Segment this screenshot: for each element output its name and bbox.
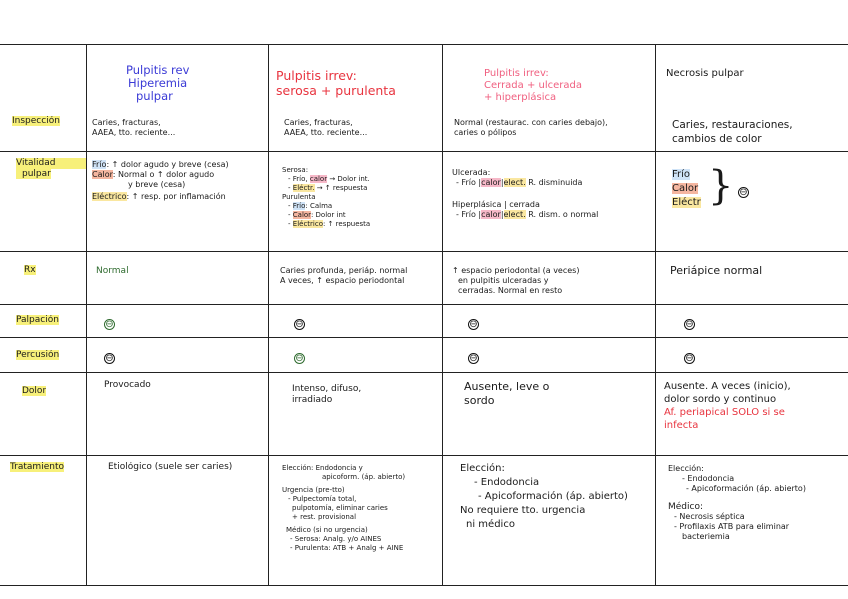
percusion-c1: ⊖ [105, 353, 114, 364]
rule [0, 372, 848, 373]
rx-c1: Normal [96, 266, 129, 276]
header-necrosis: Necrosis pulpar [666, 68, 744, 79]
row-label-vitalidad: Vitalidad pulpar [16, 158, 86, 180]
rule [442, 44, 443, 585]
rule [86, 44, 87, 585]
inspeccion-c4: Caries, restauraciones, cambios de color [672, 119, 793, 145]
palpacion-c1: ⊖ [105, 319, 114, 330]
tratamiento-c4: Elección: - Endodoncia - Apicoformación (áp. abierto) Médico: - Necrosis séptica - Profilaxis ATB para eliminar bacteriemia [668, 464, 806, 541]
dolor-c1: Provocado [104, 380, 151, 390]
percusion-c4: ⊖ [685, 353, 694, 364]
rx-c2: Caries profunda, periáp. normal A veces, ↑ espacio periodontal [280, 266, 408, 285]
rule [0, 455, 848, 456]
row-label-percusion: Percusión [16, 350, 60, 360]
tratamiento-c2: Elección: Endodoncia y apicoform. (áp. abierto) Urgencia (pre-tto) - Pulpectomía total, pulpotomía, eliminar caries + rest. provisional Médico (si no urgencia) - Serosa: Analg. y/o AINES - Purulenta: ATB + Analg + AINE [282, 464, 406, 552]
rule [655, 44, 656, 585]
row-label-tratamiento: Tratamiento [10, 462, 64, 472]
rule [0, 585, 848, 586]
palpacion-c2: ⊖ [295, 319, 304, 330]
tratamiento-c3: Elección: - Endodoncia - Apicoformación (áp. abierto) No requiere tto. urgencia ni médico [460, 463, 628, 530]
dolor-c3: Ausente, leve o sordo [464, 380, 550, 407]
rule [0, 44, 848, 45]
dolor-c2: Intenso, difuso, irradiado [292, 384, 362, 405]
row-label-inspeccion: Inspección [12, 116, 60, 126]
palpacion-c3: ⊖ [469, 319, 478, 330]
inspeccion-c3: Normal (restaurac. con caries debajo), caries o pólipos [454, 118, 608, 137]
tratamiento-c1: Etiológico (suele ser caries) [108, 462, 233, 472]
header-pulpitis-cerrada: Pulpitis irrev: Cerrada + ulcerada + hiperplásica [484, 68, 583, 103]
rx-c3: ↑ espacio periodontal (a veces) en pulpitis ulceradas y cerradas. Normal en resto [452, 266, 580, 295]
vitalidad-c3: Ulcerada: - Frío |calor|elect. R. disminuida Hiperplásica | cerrada - Frío |calor|elect. R. dism. o normal [452, 168, 599, 219]
palpacion-c4: ⊖ [685, 319, 694, 330]
inspeccion-c1: Caries, fracturas, AAEA, tto. reciente... [92, 118, 176, 137]
rule [0, 251, 848, 252]
header-pulpitis-serosa: Pulpitis irrev: serosa + purulenta [276, 68, 396, 98]
vitalidad-c1: Frío: ↑ dolor agudo y breve (cesa) Calor: Normal o ↑ dolor agudo y breve (cesa) Eléctrico: ↑ resp. por inflamación [92, 160, 229, 201]
vitalidad-c2: Serosa: - Frío, calor → Dolor int. - Eléctr. → ↑ respuesta Purulenta - Frío: Calma - Calor: Dolor int - Eléctrico: ↑ respuesta [282, 166, 371, 228]
rule [0, 304, 848, 305]
brace-icon: } [708, 163, 734, 209]
row-label-dolor: Dolor [22, 386, 47, 396]
rx-c4: Periápice normal [670, 264, 763, 277]
percusion-c3: ⊖ [469, 353, 478, 364]
rule [0, 151, 848, 152]
rule [0, 337, 848, 338]
inspeccion-c2: Caries, fracturas, AAEA, tto. reciente... [284, 118, 368, 137]
header-pulpitis-rev: Pulpitis rev Hiperemia pulpar [126, 64, 190, 103]
row-label-palpacion: Palpación [16, 315, 59, 325]
vitalidad-c4: Frío Calor Eléctr [672, 169, 701, 208]
dolor-c4: Ausente. A veces (inicio), dolor sordo y continuo Af. periapical SOLO si se infecta [664, 381, 791, 431]
row-label-rx: Rx [24, 265, 36, 275]
vitalidad-c4-result: ⊖ [739, 187, 748, 198]
rule [268, 44, 269, 585]
percusion-c2: ⊖ [295, 353, 304, 364]
